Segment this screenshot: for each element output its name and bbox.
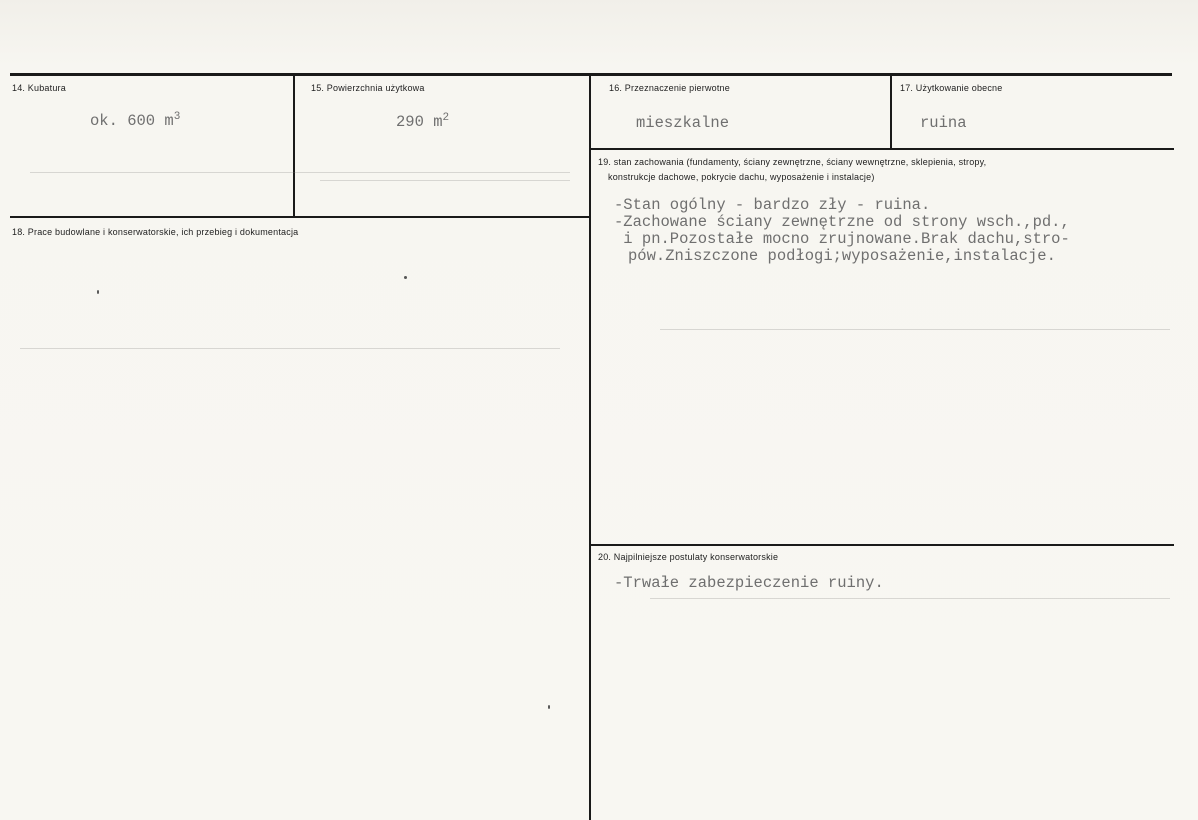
divider-16-17 bbox=[890, 75, 892, 149]
field-18-label: 18. Prace budowlane i konserwatorskie, ich przebieg i dokumentacja bbox=[12, 227, 299, 237]
field-19-line: i pn.Pozostałe mocno zrujnowane.Brak dachu,stro- bbox=[614, 230, 1070, 248]
field-19-line: -Zachowane ściany zewnętrzne od strony wsch.,pd., bbox=[614, 213, 1070, 231]
field-20-label: 20. Najpilniejsze postulaty konserwatorskie bbox=[598, 552, 779, 562]
divider-left-right bbox=[589, 75, 591, 820]
scan-speck bbox=[97, 290, 99, 294]
divider-14-15 bbox=[293, 75, 295, 218]
field-15-text: 290 m bbox=[396, 113, 443, 131]
scan-streak bbox=[30, 172, 570, 173]
rule-under-14-15 bbox=[10, 216, 590, 218]
field-19-label-line1: 19. stan zachowania (fundamenty, ściany zewnętrzne, ściany wewnętrzne, sklepienia, stropy, bbox=[598, 157, 987, 167]
field-17-value: ruina bbox=[920, 114, 967, 132]
field-14-value bbox=[90, 110, 181, 130]
field-14-exponent: 3 bbox=[173, 110, 181, 123]
field-15-exponent: 2 bbox=[442, 111, 450, 124]
scan-streak bbox=[650, 598, 1170, 599]
field-17-label: 17. Użytkowanie obecne bbox=[900, 83, 1003, 93]
field-14-text: ok. 600 m bbox=[90, 112, 174, 130]
rule-under-16-17 bbox=[591, 148, 1174, 150]
field-19-label-line2: konstrukcje dachowe, pokrycie dachu, wyposażenie i instalacje) bbox=[608, 172, 875, 182]
field-15-value bbox=[396, 111, 450, 131]
field-15-label: 15. Powierzchnia użytkowa bbox=[311, 83, 425, 93]
scan-streak bbox=[320, 180, 570, 181]
scan-streak bbox=[660, 329, 1170, 330]
rule-above-20 bbox=[591, 544, 1174, 546]
field-19-line: pów.Zniszczone podłogi;wyposażenie,instalacje. bbox=[628, 247, 1056, 265]
scan-speck bbox=[404, 276, 407, 279]
field-16-value: mieszkalne bbox=[636, 114, 730, 132]
field-20-value: -Trwałe zabezpieczenie ruiny. bbox=[614, 574, 884, 592]
field-19-line: -Stan ogólny - bardzo zły - ruina. bbox=[614, 196, 931, 214]
scan-streak bbox=[20, 348, 560, 349]
field-16-label: 16. Przeznaczenie pierwotne bbox=[609, 83, 730, 93]
field-14-label: 14. Kubatura bbox=[12, 83, 66, 93]
top-rule bbox=[10, 73, 1172, 76]
scan-speck bbox=[548, 705, 550, 709]
